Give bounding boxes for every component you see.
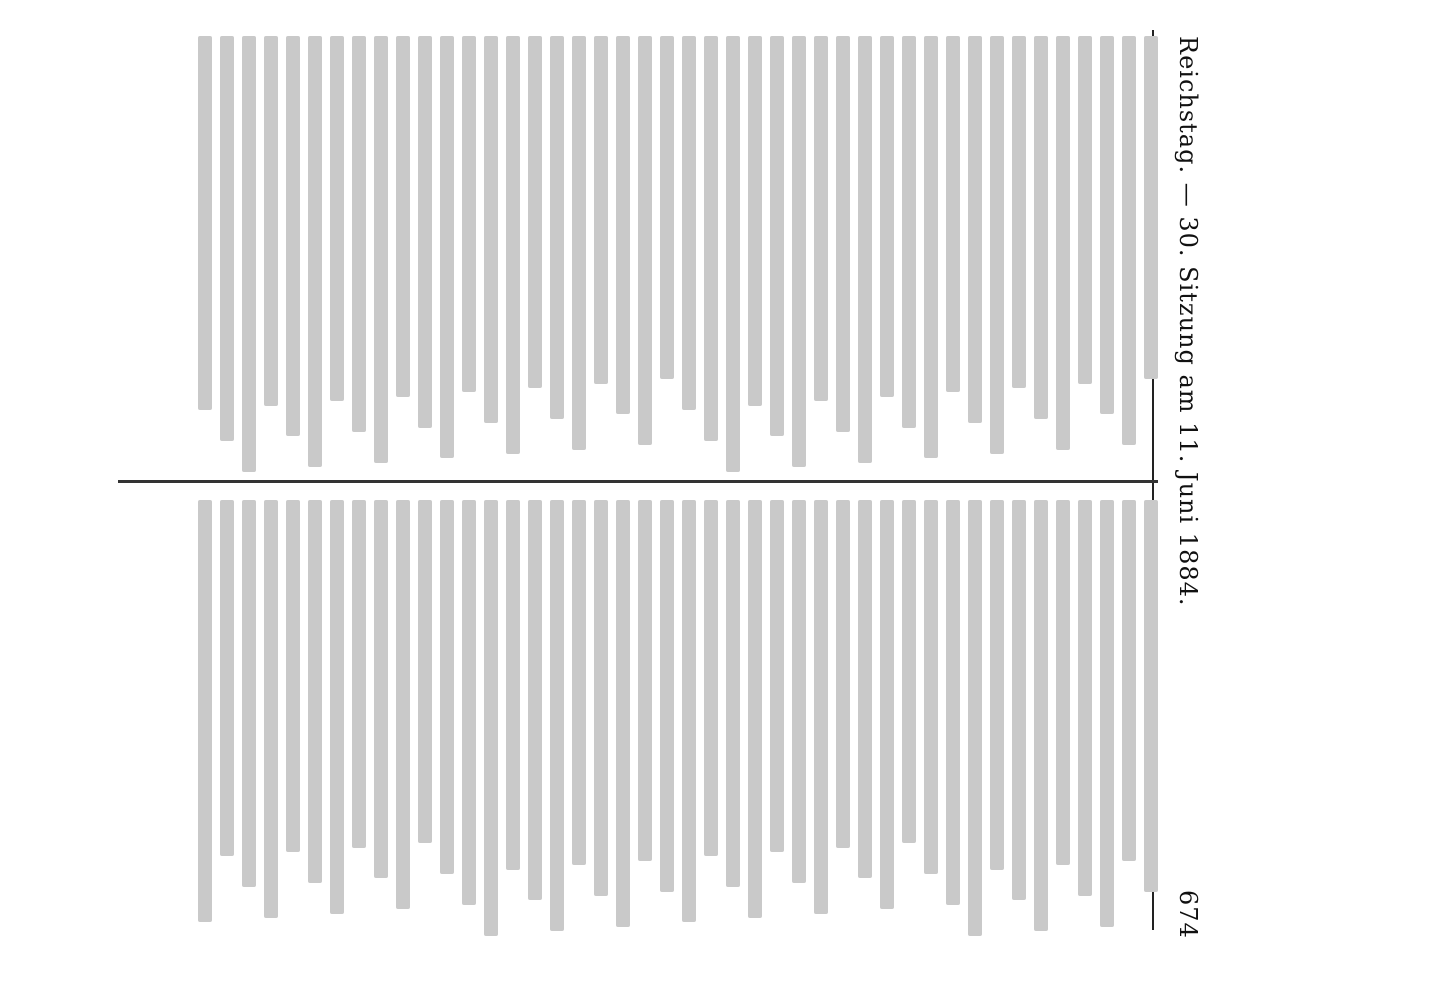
text-line-placeholder xyxy=(286,500,300,852)
text-line-placeholder xyxy=(836,36,850,432)
text-line-placeholder xyxy=(704,500,718,856)
text-line-placeholder xyxy=(264,500,278,918)
text-line-placeholder xyxy=(1056,36,1070,450)
text-line-placeholder xyxy=(858,36,872,463)
text-line-placeholder xyxy=(440,500,454,874)
text-line-placeholder xyxy=(946,36,960,392)
text-column-right xyxy=(128,500,1158,940)
text-line-placeholder xyxy=(638,36,652,445)
text-line-placeholder xyxy=(506,36,520,454)
text-line-placeholder xyxy=(1122,36,1136,445)
text-line-placeholder xyxy=(374,36,388,463)
text-line-placeholder xyxy=(330,500,344,914)
text-line-placeholder xyxy=(198,36,212,410)
text-line-placeholder xyxy=(726,500,740,887)
text-line-placeholder xyxy=(396,500,410,909)
text-line-placeholder xyxy=(902,36,916,428)
text-line-placeholder xyxy=(616,500,630,927)
text-line-placeholder xyxy=(220,36,234,441)
running-title: Reichstag. — 30. Sitzung am 11. Juni 1884. xyxy=(1174,36,1202,607)
text-line-placeholder xyxy=(242,500,256,887)
text-line-placeholder xyxy=(462,500,476,905)
text-line-placeholder xyxy=(572,36,586,450)
text-line-placeholder xyxy=(1078,500,1092,896)
text-line-placeholder xyxy=(660,500,674,892)
text-line-placeholder xyxy=(682,500,696,922)
text-line-placeholder xyxy=(814,36,828,401)
text-line-placeholder xyxy=(924,36,938,458)
text-line-placeholder xyxy=(1034,500,1048,931)
text-line-placeholder xyxy=(616,36,630,414)
text-line-placeholder xyxy=(484,500,498,936)
text-line-placeholder xyxy=(968,36,982,423)
text-line-placeholder xyxy=(770,36,784,436)
text-line-placeholder xyxy=(836,500,850,848)
text-column-left xyxy=(128,36,1158,476)
text-line-placeholder xyxy=(220,500,234,856)
page-header xyxy=(1164,0,1204,1000)
text-line-placeholder xyxy=(748,36,762,406)
text-line-placeholder xyxy=(968,500,982,936)
text-line-placeholder xyxy=(792,36,806,467)
text-line-placeholder xyxy=(528,500,542,900)
text-line-placeholder xyxy=(946,500,960,905)
text-line-placeholder xyxy=(1034,36,1048,419)
text-line-placeholder xyxy=(858,500,872,878)
text-line-placeholder xyxy=(792,500,806,883)
text-line-placeholder xyxy=(264,36,278,406)
text-line-placeholder xyxy=(880,36,894,397)
text-line-placeholder xyxy=(396,36,410,397)
text-line-placeholder xyxy=(550,36,564,419)
text-line-placeholder xyxy=(352,500,366,848)
text-line-placeholder xyxy=(638,500,652,861)
text-line-placeholder xyxy=(286,36,300,436)
text-line-placeholder xyxy=(704,36,718,441)
text-line-placeholder xyxy=(352,36,366,432)
text-line-placeholder xyxy=(748,500,762,918)
text-line-placeholder xyxy=(418,36,432,428)
text-line-placeholder xyxy=(594,36,608,384)
text-line-placeholder xyxy=(418,500,432,843)
text-line-placeholder xyxy=(440,36,454,458)
text-line-placeholder xyxy=(1100,36,1114,414)
text-line-placeholder xyxy=(1056,500,1070,865)
text-line-placeholder xyxy=(660,36,674,379)
text-line-placeholder xyxy=(308,500,322,883)
text-line-placeholder xyxy=(990,500,1004,870)
page-number: 674 xyxy=(1174,890,1202,939)
text-line-placeholder xyxy=(198,500,212,922)
text-line-placeholder xyxy=(1012,36,1026,388)
text-line-placeholder xyxy=(726,36,740,472)
text-line-placeholder xyxy=(924,500,938,874)
text-line-placeholder xyxy=(1122,500,1136,861)
text-line-placeholder xyxy=(902,500,916,843)
text-line-placeholder xyxy=(1012,500,1026,900)
text-line-placeholder xyxy=(484,36,498,423)
text-line-placeholder xyxy=(1078,36,1092,384)
text-line-placeholder xyxy=(770,500,784,852)
text-line-placeholder xyxy=(528,36,542,388)
text-line-placeholder xyxy=(594,500,608,896)
text-line-placeholder xyxy=(1144,36,1158,379)
text-line-placeholder xyxy=(242,36,256,472)
text-line-placeholder xyxy=(308,36,322,467)
text-line-placeholder xyxy=(814,500,828,914)
text-line-placeholder xyxy=(330,36,344,401)
text-line-placeholder xyxy=(1144,500,1158,892)
text-line-placeholder xyxy=(1100,500,1114,927)
text-line-placeholder xyxy=(682,36,696,410)
column-divider xyxy=(118,480,1158,483)
text-line-placeholder xyxy=(374,500,388,878)
text-line-placeholder xyxy=(462,36,476,392)
text-line-placeholder xyxy=(550,500,564,931)
text-line-placeholder xyxy=(572,500,586,865)
text-line-placeholder xyxy=(880,500,894,909)
text-line-placeholder xyxy=(990,36,1004,454)
text-line-placeholder xyxy=(506,500,520,870)
